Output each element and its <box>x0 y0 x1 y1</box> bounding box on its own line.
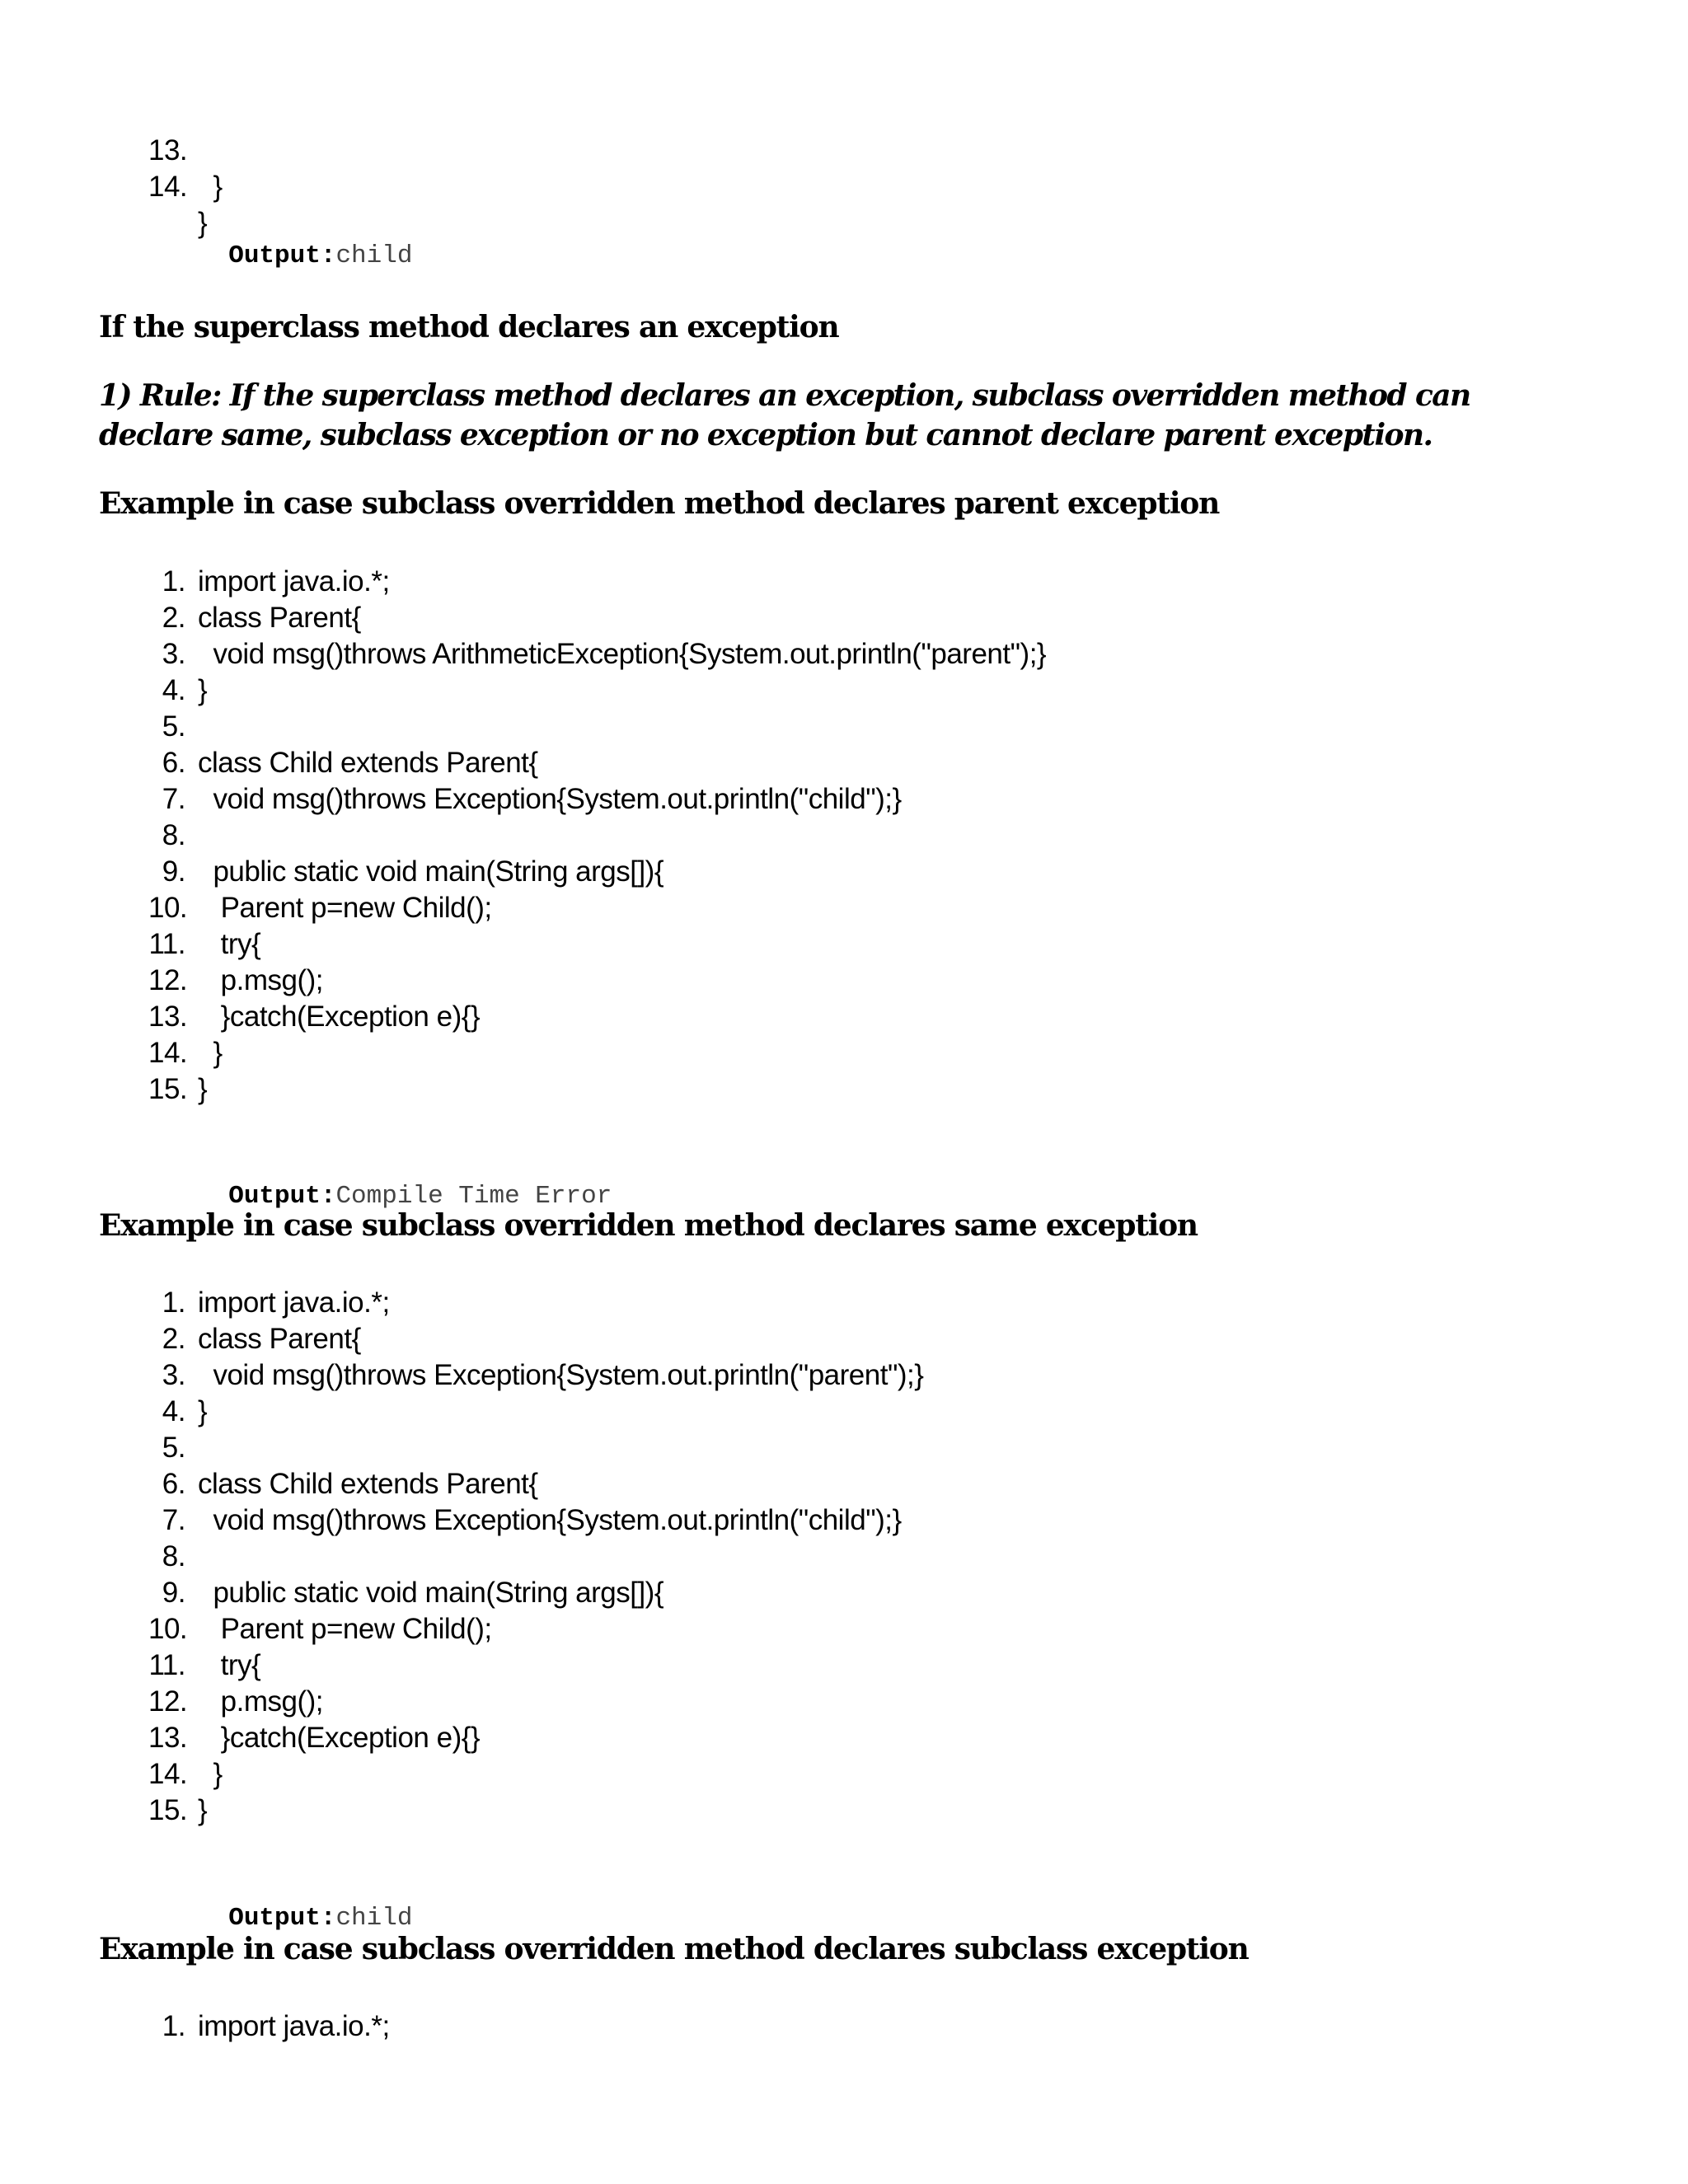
code-text: class Parent{ <box>198 1323 361 1355</box>
output-line <box>198 1869 412 1935</box>
code-text: }catch(Exception e){} <box>198 1001 481 1033</box>
line-number: 6. <box>162 747 185 779</box>
line-number: 7. <box>162 783 185 815</box>
output-label: Output: <box>228 1182 336 1211</box>
section-heading: If the superclass method declares an exception <box>99 310 839 344</box>
line-number: 15. <box>148 1073 188 1105</box>
code-text: } <box>198 1794 208 1826</box>
code-text: public static void main(String args[]){ <box>198 1577 664 1609</box>
line-number: 14. <box>148 171 188 203</box>
line-number: 1. <box>162 1286 185 1319</box>
code-text: } <box>198 1037 223 1069</box>
code-text: try{ <box>198 1649 261 1681</box>
output-value: Compile Time Error <box>335 1182 612 1211</box>
code-text: try{ <box>198 928 261 960</box>
code-text: } <box>198 1073 208 1105</box>
line-number: 14. <box>148 1037 188 1069</box>
output-label: Output: <box>228 1904 336 1933</box>
output-line <box>198 1147 612 1213</box>
code-text: Parent p=new Child(); <box>198 1613 492 1645</box>
code-text: p.msg(); <box>198 1685 324 1718</box>
line-number: 8. <box>162 1540 185 1572</box>
code-text: import java.io.*; <box>198 565 390 598</box>
code-text: } <box>198 1758 223 1790</box>
code-text: } <box>198 207 208 239</box>
code-text: } <box>198 674 208 706</box>
line-number: 10. <box>148 892 188 924</box>
code-text: import java.io.*; <box>198 1286 390 1319</box>
line-number: 13. <box>148 1722 188 1754</box>
line-number: 11. <box>148 928 185 960</box>
line-number: 5. <box>162 1432 185 1464</box>
example-heading-same-exception: Example in case subclass overridden method declares same exception <box>99 1208 1198 1243</box>
code-text: import java.io.*; <box>198 2010 390 2042</box>
line-number: 5. <box>162 710 185 743</box>
line-number: 9. <box>162 1577 185 1609</box>
line-number: 3. <box>162 638 185 670</box>
line-number: 12. <box>148 1685 188 1718</box>
line-number: 13. <box>148 134 188 166</box>
rule-text: 1) Rule: If the superclass method declares an exception, subclass overridden method can declare same, subclass exception or no exception but cannot declare parent exception. <box>99 378 1470 452</box>
code-text: Parent p=new Child(); <box>198 892 492 924</box>
line-number: 14. <box>148 1758 188 1790</box>
line-number: 11. <box>148 1649 185 1681</box>
output-line <box>198 207 412 273</box>
line-number: 9. <box>162 855 185 888</box>
line-number: 1. <box>162 2010 185 2042</box>
code-text: } <box>198 1395 208 1427</box>
line-number: 6. <box>162 1468 185 1500</box>
line-number: 7. <box>162 1504 185 1536</box>
code-text: class Parent{ <box>198 602 361 634</box>
code-text: void msg()throws Exception{System.out.println("child");} <box>198 783 902 815</box>
code-text: void msg()throws ArithmeticException{System.out.println("parent");} <box>198 638 1047 670</box>
line-number: 13. <box>148 1001 188 1033</box>
output-value: child <box>335 1904 413 1933</box>
line-number: 15. <box>148 1794 188 1826</box>
code-text: void msg()throws Exception{System.out.println("child");} <box>198 1504 902 1536</box>
line-number: 1. <box>162 565 185 598</box>
line-number: 2. <box>162 1323 185 1355</box>
code-text: void msg()throws Exception{System.out.println("parent");} <box>198 1359 924 1391</box>
line-number: 2. <box>162 602 185 634</box>
line-number: 10. <box>148 1613 188 1645</box>
code-text: class Child extends Parent{ <box>198 747 538 779</box>
output-value: child <box>335 241 413 270</box>
output-label: Output: <box>228 241 336 270</box>
code-text: } <box>198 171 223 203</box>
code-text: p.msg(); <box>198 964 324 996</box>
line-number: 3. <box>162 1359 185 1391</box>
code-text: }catch(Exception e){} <box>198 1722 481 1754</box>
example-heading-subclass-exception: Example in case subclass overridden method declares subclass exception <box>99 1932 1249 1966</box>
code-text: class Child extends Parent{ <box>198 1468 538 1500</box>
code-text: public static void main(String args[]){ <box>198 855 664 888</box>
line-number: 12. <box>148 964 188 996</box>
line-number: 4. <box>162 1395 185 1427</box>
line-number: 4. <box>162 674 185 706</box>
line-number: 8. <box>162 819 185 851</box>
example-heading-parent-exception: Example in case subclass overridden method declares parent exception <box>99 486 1220 521</box>
